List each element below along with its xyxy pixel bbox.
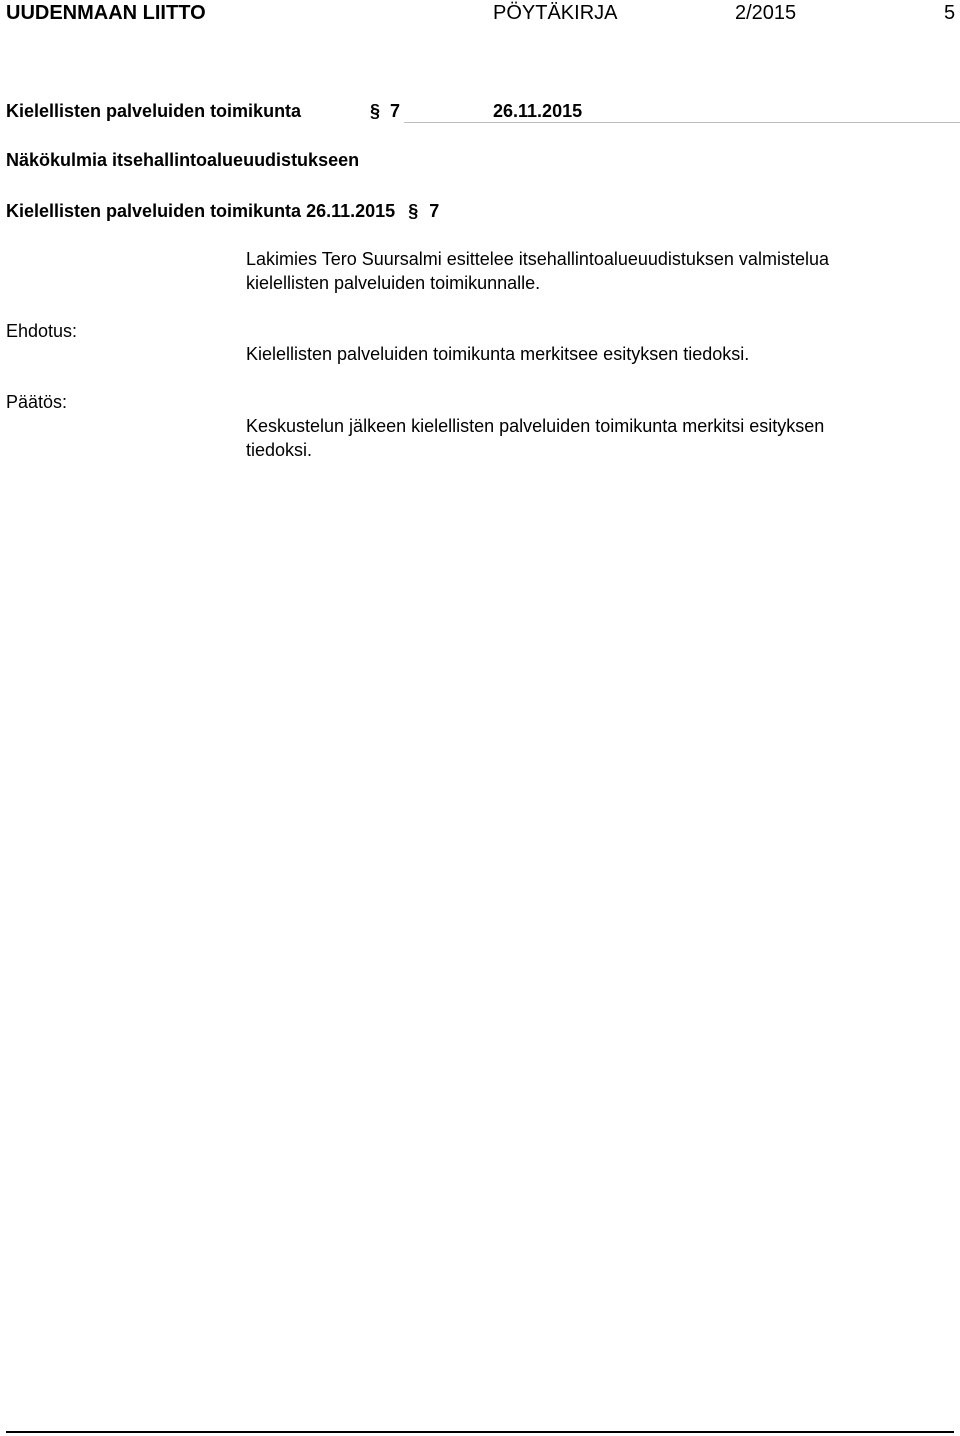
meeting-committee: Kielellisten palveluiden toimikunta — [6, 101, 302, 121]
subheading-section-symbol: § — [408, 201, 419, 221]
document-number: 2/2015 — [735, 2, 797, 24]
organization-name: UUDENMAAN LIITTO — [6, 2, 206, 24]
page-number: 5 — [944, 2, 956, 24]
decision-label: Päätös: — [6, 392, 68, 412]
subheading — [6, 199, 439, 223]
header-rule — [404, 122, 960, 123]
intro-line-2: kielellisten palveluiden toimikunnalle. — [246, 273, 541, 293]
section-symbol: § — [370, 101, 381, 121]
subheading-section-number: 7 — [429, 201, 440, 221]
proposal-label: Ehdotus: — [6, 321, 78, 341]
meeting-date: 26.11.2015 — [493, 101, 583, 121]
footer-rule — [6, 1431, 954, 1433]
decision-line-2: tiedoksi. — [246, 440, 313, 460]
decision-line-1: Keskustelun jälkeen kielellisten palveluiden toimikunta merkitsi esityksen — [246, 416, 825, 436]
document-type: PÖYTÄKIRJA — [493, 2, 618, 24]
section-number: 7 — [390, 101, 401, 121]
page-title: Näkökulmia itsehallintoalueuudistukseen — [6, 150, 360, 170]
subheading-text: Kielellisten palveluiden toimikunta 26.11.2015 — [6, 201, 396, 221]
proposal-text: Kielellisten palveluiden toimikunta merkitsee esityksen tiedoksi. — [246, 344, 750, 364]
intro-line-1: Lakimies Tero Suursalmi esittelee itsehallintoalueuudistuksen valmistelua — [246, 249, 829, 269]
